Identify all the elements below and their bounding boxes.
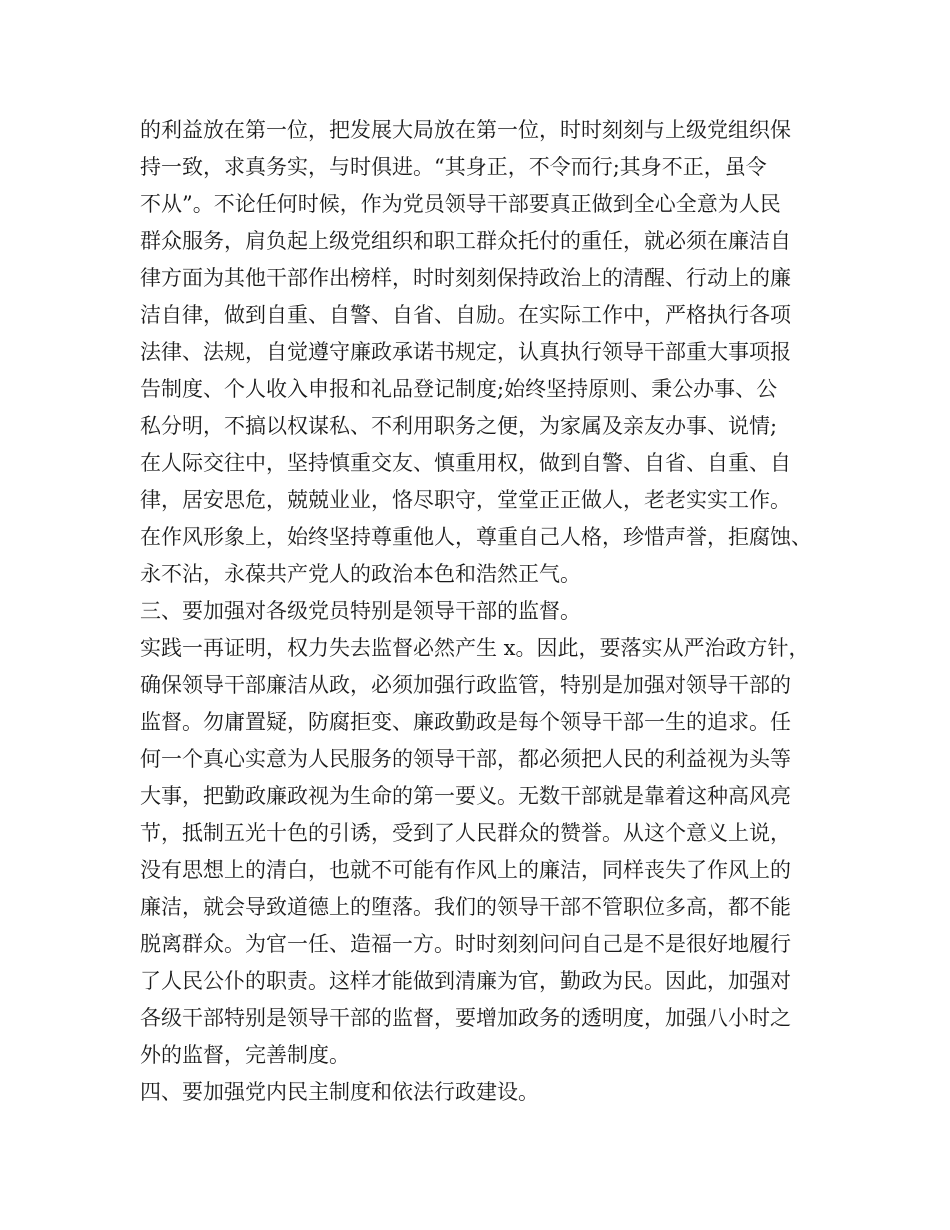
text-line: 持一致，求真务实，与时俱进。“其身正，不令而行;其身不正，虽令 — [140, 155, 767, 179]
text-line: 告制度、个人收入申报和礼品登记制度;始终坚持原则、秉公办事、公 — [140, 377, 778, 401]
text-line: 群众服务，肩负起上级党组织和职工群众托付的重任，就必须在廉洁自 — [140, 229, 791, 253]
text-line: 监督。勿庸置疑，防腐拒变、廉政勤政是每个领导干部一生的追求。任 — [140, 710, 791, 734]
text-line: 法律、法规，自觉遵守廉政承诺书规定，认真执行领导干部重大事项报 — [140, 340, 791, 364]
text-line: 洁自律，做到自重、自警、自省、自励。在实际工作中，严格执行各项 — [140, 303, 791, 327]
text-line: 何一个真心实意为人民服务的领导干部，都必须把人民的利益视为头等 — [140, 747, 791, 771]
text-line: 律方面为其他干部作出榜样，时时刻刻保持政治上的清醒、行动上的廉 — [140, 266, 791, 290]
text-line: 脱离群众。为官一任、造福一方。时时刻刻问问自己是不是很好地履行 — [140, 932, 791, 956]
text-line: 律，居安思危，兢兢业业，恪尽职守，堂堂正正做人，老老实实工作。 — [140, 488, 791, 512]
text-line: 在作风形象上，始终坚持尊重他人，尊重自己人格，珍惜声誉，拒腐蚀、 — [140, 525, 812, 549]
text-line: 了人民公仆的职责。这样才能做到清廉为官，勤政为民。因此，加强对 — [140, 969, 791, 993]
text-line: 各级干部特别是领导干部的监督，要增加政务的透明度，加强八小时之 — [140, 1006, 791, 1030]
text-line: 不从”。不论任何时候，作为党员领导干部要真正做到全心全意为人民 — [140, 192, 781, 216]
text-line: 实践一再证明，权力失去监督必然产生 x。因此，要落实从严治政方针， — [140, 636, 810, 660]
text-line: 私分明，不搞以权谋私、不利用职务之便，为家属及亲友办事、说情; — [140, 414, 778, 438]
document-body — [140, 112, 840, 1111]
text-line: 的利益放在第一位，把发展大局放在第一位，时时刻刻与上级党组织保 — [140, 118, 791, 142]
text-line: 在人际交往中，坚持慎重交友、慎重用权，做到自警、自省、自重、自 — [140, 451, 791, 475]
section-heading: 三、要加强对各级党员特别是领导干部的监督。 — [140, 599, 581, 623]
text-line: 节，抵制五光十色的引诱，受到了人民群众的赞誉。从这个意义上说， — [140, 821, 791, 845]
text-line: 廉洁，就会导致道德上的堕落。我们的领导干部不管职位多高，都不能 — [140, 895, 791, 919]
text-line: 大事，把勤政廉政视为生命的第一要义。无数干部就是靠着这种高风亮 — [140, 784, 791, 808]
text-line: 没有思想上的清白，也就不可能有作风上的廉洁，同样丧失了作风上的 — [140, 858, 791, 882]
text-line: 永不沾，永葆共产党人的政治本色和浩然正气。 — [140, 562, 581, 586]
section-heading: 四、要加强党内民主制度和依法行政建设。 — [140, 1080, 539, 1104]
text-line: 外的监督，完善制度。 — [140, 1043, 350, 1067]
text-line: 确保领导干部廉洁从政，必须加强行政监管，特别是加强对领导干部的 — [140, 673, 791, 697]
